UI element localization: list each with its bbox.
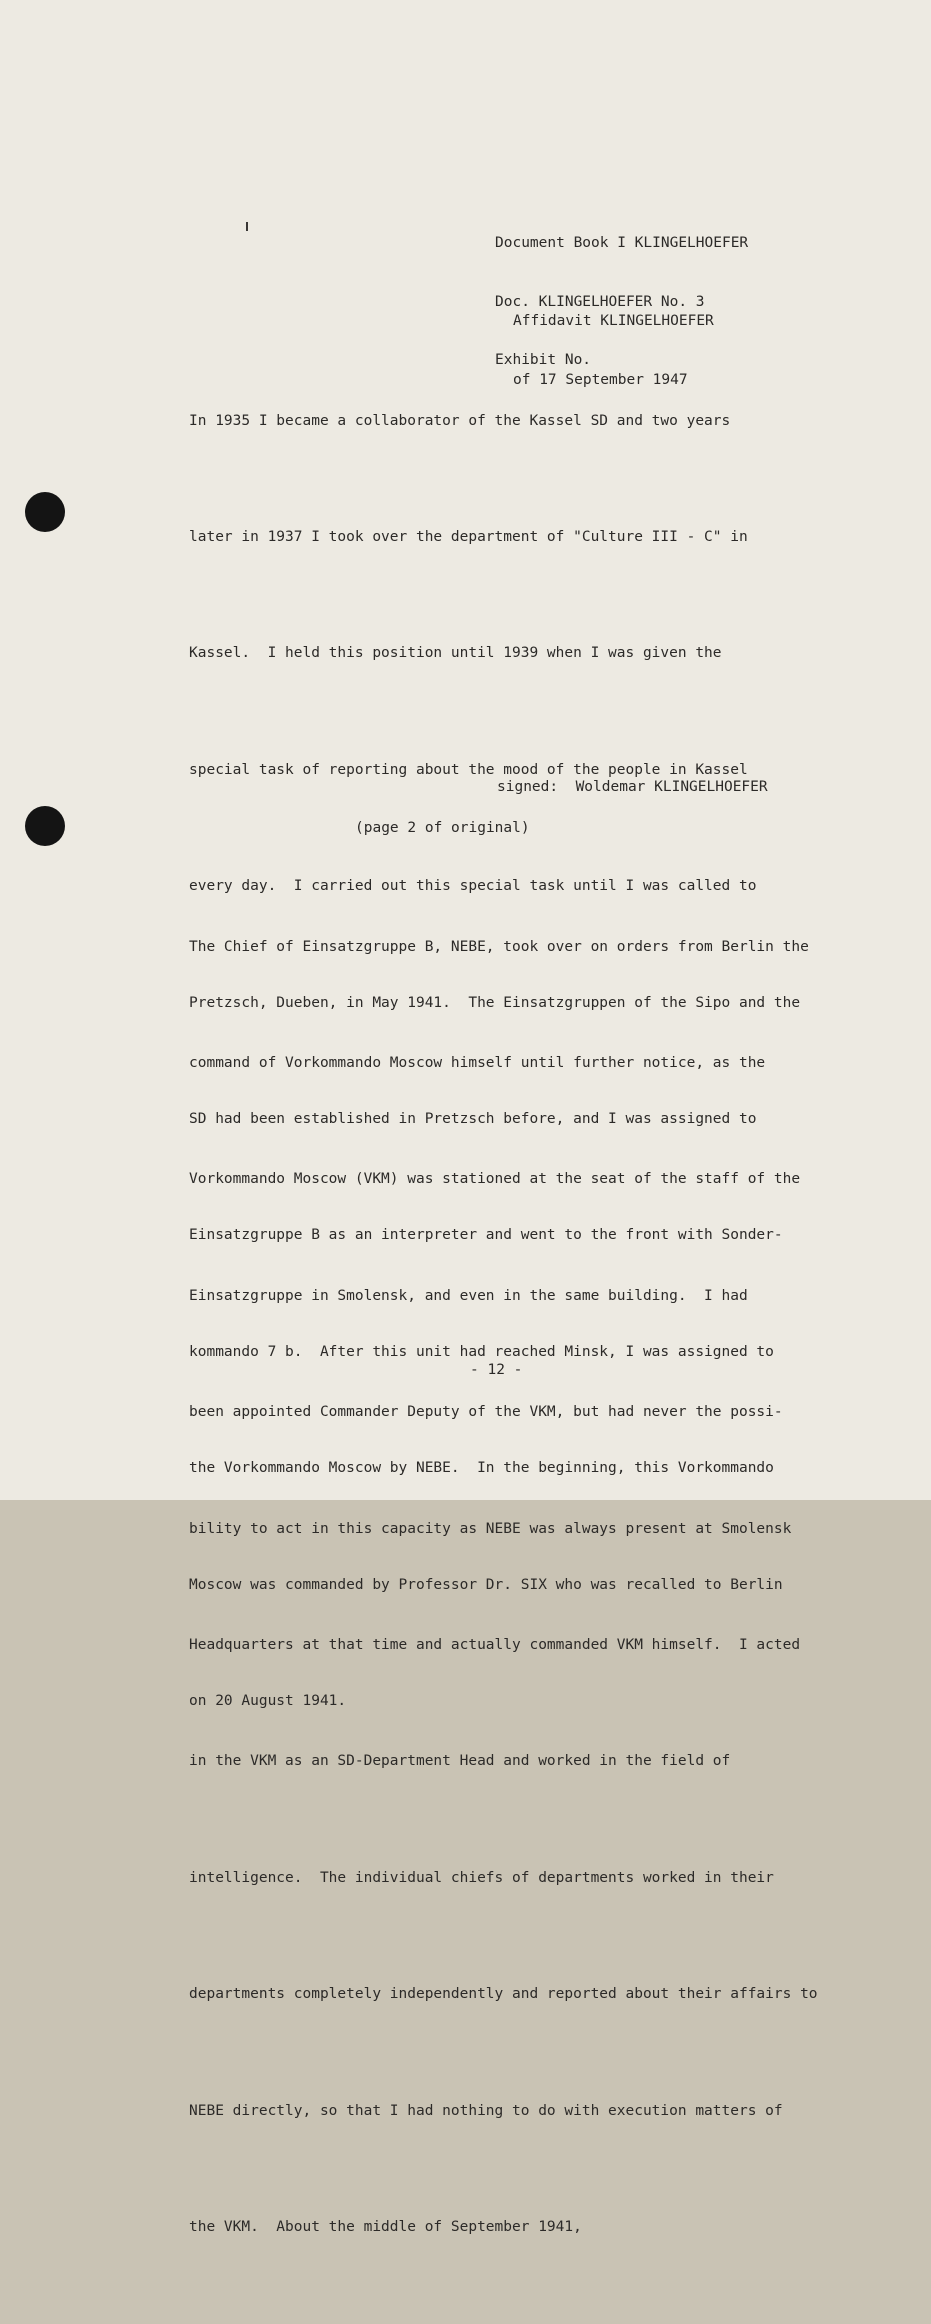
affidavit-title: Affidavit KLINGELHOEFER [513,313,714,329]
page-number: - 12 - [470,1362,523,1378]
text-line: Headquarters at that time and actually commanded VKM himself. I acted [189,1636,801,1653]
signature-line: signed: Woldemar KLINGELHOEFER [497,779,768,795]
text-line: kommando 7 b. After this unit had reached Minsk, I was assigned to [189,1343,774,1360]
text-line: every day. I carried out this special task until I was called to [189,878,757,895]
text-line: In 1935 I became a collaborator of the Kassel SD and two years [189,412,731,429]
punch-hole [25,492,65,532]
paragraph-2 [189,850,818,2324]
text-line: intelligence. The individual chiefs of departments worked in their [189,1869,774,1886]
text-line: the Vorkommando Moscow by NEBE. In the beginning, this Vorkommando [189,1460,774,1477]
text-line: The Chief of Einsatzgruppe B, NEBE, took over on orders from Berlin the [189,938,809,955]
text-line: later in 1937 I took over the department of "Culture III - C" in [189,528,748,545]
text-line: in the VKM as an SD-Department Head and worked in the field of [189,1753,731,1770]
text-line: special task of reporting about the mood of the people in Kassel [189,761,748,778]
text-line: NEBE directly, so that I had nothing to do with execution matters of [189,2102,783,2119]
text-line: on 20 August 1941. [189,1692,347,1709]
text-line: bility to act in this capacity as NEBE was always present at Smolensk [189,1520,792,1537]
exhibit-line: Exhibit No. [495,352,592,368]
text-line: departments completely independently and reported about their affairs to [189,1986,818,2003]
affidavit-date: of 17 September 1947 [513,371,688,388]
document-number-line: Doc. KLINGELHOEFER No. 3 [495,293,705,310]
text-line: Einsatzgruppe B as an interpreter and went to the front with Sonder- [189,1227,783,1244]
text-line: Pretzsch, Dueben, in May 1941. The Einsatzgruppen of the Sipo and the [189,994,801,1011]
stray-ink-mark [246,222,248,231]
text-line: Kassel. I held this position until 1939 when I was given the [189,645,722,662]
text-line: command of Vorkommando Moscow himself until further notice, as the [189,1054,766,1071]
document-book-line: Document Book I KLINGELHOEFER [495,235,749,251]
text-line: Vorkommando Moscow (VKM) was stationed at the seat of the staff of the [189,1171,801,1188]
text-line: been appointed Commander Deputy of the VKM, but had never the possi- [189,1404,783,1421]
text-line: SD had been established in Pretzsch before, and I was assigned to [189,1110,757,1127]
page-reference: (page 2 of original) [355,820,530,836]
text-line: Moscow was commanded by Professor Dr. SIX who was recalled to Berlin [189,1576,783,1593]
text-line: the VKM. About the middle of September 1941, [189,2218,582,2235]
text-line: Einsatzgruppe in Smolensk, and even in the same building. I had [189,1287,748,1304]
punch-hole [25,806,65,846]
